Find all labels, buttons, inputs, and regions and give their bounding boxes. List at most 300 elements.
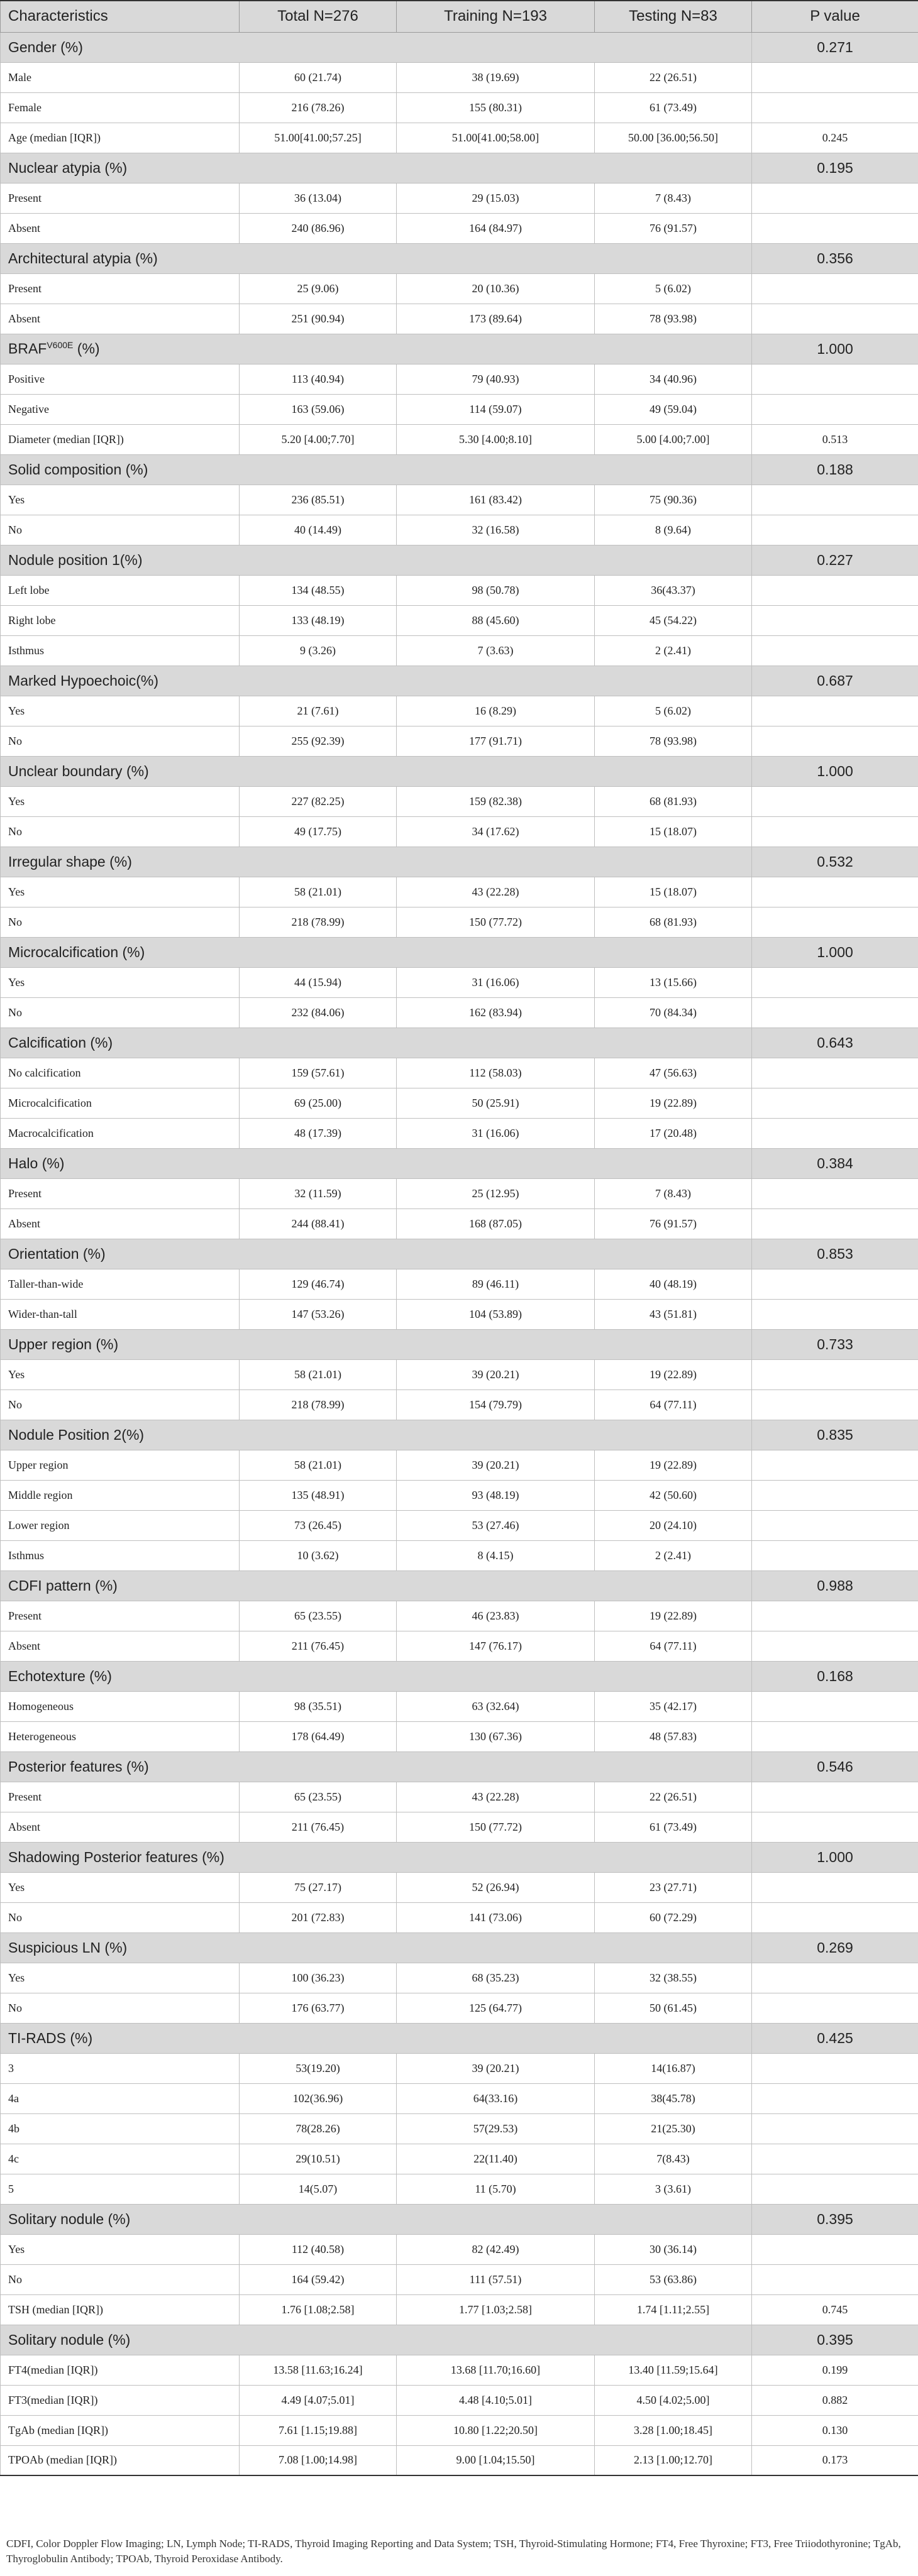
- section-label: Unclear boundary (%): [1, 756, 752, 786]
- table-row: [1, 696, 918, 726]
- training-cell: 147 (76.17): [397, 1631, 595, 1661]
- testing-cell: 61 (73.49): [595, 1812, 752, 1842]
- p-value-cell: 0.199: [752, 2355, 918, 2385]
- testing-cell: 3.28 [1.00;18.45]: [595, 2415, 752, 2445]
- training-cell: 51.00[41.00;58.00]: [397, 123, 595, 153]
- section-label: Nuclear atypia (%): [1, 153, 752, 183]
- row-label: No: [1, 1902, 240, 1932]
- section-p-value: 0.271: [752, 32, 918, 62]
- testing-cell: 4.50 [4.02;5.00]: [595, 2385, 752, 2415]
- row-label: No: [1, 1993, 240, 2023]
- p-value-cell: [752, 2174, 918, 2204]
- training-cell: 38 (19.69): [397, 62, 595, 92]
- table-row: [1, 2083, 918, 2113]
- total-cell: 58 (21.01): [240, 1359, 397, 1389]
- total-cell: 7.61 [1.15;19.88]: [240, 2415, 397, 2445]
- training-cell: 63 (32.64): [397, 1691, 595, 1721]
- p-value-cell: 0.745: [752, 2294, 918, 2325]
- testing-cell: 7(8.43): [595, 2144, 752, 2174]
- total-cell: 98 (35.51): [240, 1691, 397, 1721]
- testing-cell: 19 (22.89): [595, 1450, 752, 1480]
- total-cell: 216 (78.26): [240, 92, 397, 123]
- row-label: Yes: [1, 877, 240, 907]
- p-value-cell: [752, 1118, 918, 1148]
- table-row: [1, 1510, 918, 1540]
- training-cell: 154 (79.79): [397, 1389, 595, 1420]
- total-cell: 113 (40.94): [240, 364, 397, 394]
- table-row: [1, 2264, 918, 2294]
- training-cell: 43 (22.28): [397, 877, 595, 907]
- testing-cell: 64 (77.11): [595, 1631, 752, 1661]
- section-row: [1, 1661, 918, 1691]
- p-value-cell: [752, 485, 918, 515]
- testing-cell: 34 (40.96): [595, 364, 752, 394]
- total-cell: 176 (63.77): [240, 1993, 397, 2023]
- training-cell: 25 (12.95): [397, 1178, 595, 1209]
- section-p-value: 0.835: [752, 1420, 918, 1450]
- training-cell: 68 (35.23): [397, 1963, 595, 1993]
- section-row: [1, 2325, 918, 2355]
- table-body: [1, 32, 918, 2475]
- row-label: Homogeneous: [1, 1691, 240, 1721]
- section-row: [1, 1420, 918, 1450]
- table-row: [1, 635, 918, 666]
- training-cell: 11 (5.70): [397, 2174, 595, 2204]
- testing-cell: 8 (9.64): [595, 515, 752, 545]
- section-p-value: 0.425: [752, 2023, 918, 2053]
- training-cell: 173 (89.64): [397, 304, 595, 334]
- section-label: Halo (%): [1, 1148, 752, 1178]
- testing-cell: 2.13 [1.00;12.70]: [595, 2445, 752, 2475]
- row-label: Yes: [1, 696, 240, 726]
- section-p-value: 0.546: [752, 1751, 918, 1782]
- table-row: [1, 304, 918, 334]
- p-value-cell: [752, 2053, 918, 2083]
- training-cell: 155 (80.31): [397, 92, 595, 123]
- training-cell: 39 (20.21): [397, 1450, 595, 1480]
- row-label: Yes: [1, 1872, 240, 1902]
- total-cell: 211 (76.45): [240, 1631, 397, 1661]
- testing-cell: 5 (6.02): [595, 696, 752, 726]
- p-value-cell: [752, 907, 918, 937]
- testing-cell: 50 (61.45): [595, 1993, 752, 2023]
- row-label: Yes: [1, 1359, 240, 1389]
- testing-cell: 75 (90.36): [595, 485, 752, 515]
- training-cell: 57(29.53): [397, 2113, 595, 2144]
- section-row: [1, 2023, 918, 2053]
- table-row: [1, 1359, 918, 1389]
- row-label: No: [1, 907, 240, 937]
- section-row: [1, 847, 918, 877]
- total-cell: 14(5.07): [240, 2174, 397, 2204]
- section-p-value: 0.643: [752, 1028, 918, 1058]
- table-row: [1, 1088, 918, 1118]
- row-label: FT3(median [IQR]): [1, 2385, 240, 2415]
- row-label: Macrocalcification: [1, 1118, 240, 1148]
- table-row: [1, 575, 918, 605]
- training-cell: 93 (48.19): [397, 1480, 595, 1510]
- total-cell: 211 (76.45): [240, 1812, 397, 1842]
- row-label: Absent: [1, 1631, 240, 1661]
- total-cell: 164 (59.42): [240, 2264, 397, 2294]
- training-cell: 4.48 [4.10;5.01]: [397, 2385, 595, 2415]
- testing-cell: 38(45.78): [595, 2083, 752, 2113]
- header-row: [1, 1, 918, 32]
- p-value-cell: [752, 1480, 918, 1510]
- total-cell: 244 (88.41): [240, 1209, 397, 1239]
- training-cell: 10.80 [1.22;20.50]: [397, 2415, 595, 2445]
- total-cell: 32 (11.59): [240, 1178, 397, 1209]
- testing-cell: 19 (22.89): [595, 1088, 752, 1118]
- table-row: [1, 1269, 918, 1299]
- p-value-cell: [752, 1359, 918, 1389]
- section-row: [1, 334, 918, 364]
- header-characteristics: Characteristics: [1, 1, 240, 32]
- table-row: [1, 907, 918, 937]
- row-label: Isthmus: [1, 1540, 240, 1570]
- p-value-cell: [752, 62, 918, 92]
- section-label: Architectural atypia (%): [1, 243, 752, 273]
- testing-cell: 3 (3.61): [595, 2174, 752, 2204]
- total-cell: 178 (64.49): [240, 1721, 397, 1751]
- section-label: CDFI pattern (%): [1, 1570, 752, 1601]
- total-cell: 65 (23.55): [240, 1782, 397, 1812]
- table-row: [1, 2144, 918, 2174]
- total-cell: 69 (25.00): [240, 1088, 397, 1118]
- p-value-cell: [752, 726, 918, 756]
- row-label: Heterogeneous: [1, 1721, 240, 1751]
- p-value-cell: [752, 1450, 918, 1480]
- table-row: [1, 2355, 918, 2385]
- training-cell: 130 (67.36): [397, 1721, 595, 1751]
- testing-cell: 76 (91.57): [595, 213, 752, 243]
- row-label: Yes: [1, 485, 240, 515]
- testing-cell: 32 (38.55): [595, 1963, 752, 1993]
- training-cell: 64(33.16): [397, 2083, 595, 2113]
- testing-cell: 61 (73.49): [595, 92, 752, 123]
- table-row: [1, 1389, 918, 1420]
- section-p-value: 0.168: [752, 1661, 918, 1691]
- p-value-cell: 0.130: [752, 2415, 918, 2445]
- p-value-cell: 0.882: [752, 2385, 918, 2415]
- total-cell: 13.58 [11.63;16.24]: [240, 2355, 397, 2385]
- training-cell: 22(11.40): [397, 2144, 595, 2174]
- section-label: Nodule Position 2(%): [1, 1420, 752, 1450]
- total-cell: 227 (82.25): [240, 786, 397, 816]
- section-p-value: 0.733: [752, 1329, 918, 1359]
- row-label: 4b: [1, 2113, 240, 2144]
- p-value-cell: [752, 1812, 918, 1842]
- section-label: Calcification (%): [1, 1028, 752, 1058]
- p-value-cell: [752, 1058, 918, 1088]
- testing-cell: 70 (84.34): [595, 997, 752, 1028]
- p-value-cell: [752, 2113, 918, 2144]
- training-cell: 161 (83.42): [397, 485, 595, 515]
- table-row: [1, 877, 918, 907]
- testing-cell: 53 (63.86): [595, 2264, 752, 2294]
- training-cell: 82 (42.49): [397, 2234, 595, 2264]
- section-p-value: 0.384: [752, 1148, 918, 1178]
- total-cell: 49 (17.75): [240, 816, 397, 847]
- row-label: No: [1, 726, 240, 756]
- p-value-cell: [752, 2264, 918, 2294]
- row-label: Lower region: [1, 1510, 240, 1540]
- section-row: [1, 153, 918, 183]
- testing-cell: 23 (27.71): [595, 1872, 752, 1902]
- section-row: [1, 32, 918, 62]
- section-p-value: 0.269: [752, 1932, 918, 1963]
- section-row: [1, 1570, 918, 1601]
- testing-cell: 36(43.37): [595, 575, 752, 605]
- table-row: [1, 2415, 918, 2445]
- testing-cell: 7 (8.43): [595, 1178, 752, 1209]
- section-p-value: 0.395: [752, 2204, 918, 2234]
- training-cell: 50 (25.91): [397, 1088, 595, 1118]
- total-cell: 53(19.20): [240, 2053, 397, 2083]
- row-label: No: [1, 1389, 240, 1420]
- section-label: Solitary nodule (%): [1, 2325, 752, 2355]
- row-label: Wider-than-tall: [1, 1299, 240, 1329]
- training-cell: 16 (8.29): [397, 696, 595, 726]
- p-value-cell: 0.513: [752, 424, 918, 454]
- training-cell: 32 (16.58): [397, 515, 595, 545]
- row-label: TgAb (median [IQR]): [1, 2415, 240, 2445]
- row-label: Present: [1, 1601, 240, 1631]
- row-label: FT4(median [IQR]): [1, 2355, 240, 2385]
- table-row: [1, 1721, 918, 1751]
- table-row: [1, 515, 918, 545]
- row-label: Middle region: [1, 1480, 240, 1510]
- row-label: Absent: [1, 213, 240, 243]
- testing-cell: 19 (22.89): [595, 1601, 752, 1631]
- total-cell: 75 (27.17): [240, 1872, 397, 1902]
- training-cell: 53 (27.46): [397, 1510, 595, 1540]
- p-value-cell: [752, 2144, 918, 2174]
- table-row: [1, 1540, 918, 1570]
- testing-cell: 22 (26.51): [595, 62, 752, 92]
- total-cell: 100 (36.23): [240, 1963, 397, 1993]
- header-pvalue: P value: [752, 1, 918, 32]
- testing-cell: 13.40 [11.59;15.64]: [595, 2355, 752, 2385]
- p-value-cell: [752, 997, 918, 1028]
- header-training: Training N=193: [397, 1, 595, 32]
- header-total: Total N=276: [240, 1, 397, 32]
- section-label: TI-RADS (%): [1, 2023, 752, 2053]
- training-cell: 43 (22.28): [397, 1782, 595, 1812]
- table-row: [1, 1058, 918, 1088]
- training-cell: 7 (3.63): [397, 635, 595, 666]
- total-cell: 102(36.96): [240, 2083, 397, 2113]
- section-label: Posterior features (%): [1, 1751, 752, 1782]
- row-label: No: [1, 2264, 240, 2294]
- table-row: [1, 2385, 918, 2415]
- total-cell: 48 (17.39): [240, 1118, 397, 1148]
- header-testing: Testing N=83: [595, 1, 752, 32]
- training-cell: 46 (23.83): [397, 1601, 595, 1631]
- table-row: [1, 62, 918, 92]
- total-cell: 60 (21.74): [240, 62, 397, 92]
- table-row: [1, 1178, 918, 1209]
- p-value-cell: [752, 1691, 918, 1721]
- table-footnote: CDFI, Color Doppler Flow Imaging; LN, Lymph Node; TI-RADS, Thyroid Imaging Reporting and Data System; TSH, Thyroid-Stimulating Hormone; FT4, Free Thyroxine; FT3, Free Triiodothyronine; TgAb, Thyroglobulin Antibody; TPOAb, Thyroid Peroxidase Antibody.: [6, 2538, 901, 2565]
- training-cell: 177 (91.71): [397, 726, 595, 756]
- p-value-cell: [752, 2234, 918, 2264]
- p-value-cell: [752, 575, 918, 605]
- row-label: Present: [1, 273, 240, 304]
- p-value-cell: [752, 1902, 918, 1932]
- section-label: Shadowing Posterior features (%): [1, 1842, 752, 1872]
- section-row: [1, 1842, 918, 1872]
- total-cell: 112 (40.58): [240, 2234, 397, 2264]
- training-cell: 29 (15.03): [397, 183, 595, 213]
- section-label: Suspicious LN (%): [1, 1932, 752, 1963]
- testing-cell: 60 (72.29): [595, 1902, 752, 1932]
- training-cell: 52 (26.94): [397, 1872, 595, 1902]
- row-label: Right lobe: [1, 605, 240, 635]
- table-row: [1, 2234, 918, 2264]
- section-label: Irregular shape (%): [1, 847, 752, 877]
- testing-cell: 7 (8.43): [595, 183, 752, 213]
- section-p-value: 0.356: [752, 243, 918, 273]
- testing-cell: 48 (57.83): [595, 1721, 752, 1751]
- training-cell: 150 (77.72): [397, 1812, 595, 1842]
- testing-cell: 21(25.30): [595, 2113, 752, 2144]
- testing-cell: 76 (91.57): [595, 1209, 752, 1239]
- p-value-cell: [752, 183, 918, 213]
- row-label: Female: [1, 92, 240, 123]
- p-value-cell: [752, 635, 918, 666]
- testing-cell: 2 (2.41): [595, 635, 752, 666]
- section-p-value: 1.000: [752, 937, 918, 967]
- row-label: Present: [1, 1782, 240, 1812]
- p-value-cell: [752, 1389, 918, 1420]
- table-row: [1, 1812, 918, 1842]
- testing-cell: 20 (24.10): [595, 1510, 752, 1540]
- p-value-cell: [752, 1631, 918, 1661]
- table-row: [1, 1963, 918, 1993]
- total-cell: 218 (78.99): [240, 907, 397, 937]
- total-cell: 255 (92.39): [240, 726, 397, 756]
- testing-cell: 13 (15.66): [595, 967, 752, 997]
- section-p-value: 0.227: [752, 545, 918, 575]
- table-row: [1, 997, 918, 1028]
- section-row: [1, 1239, 918, 1269]
- section-row: [1, 1932, 918, 1963]
- row-label: Present: [1, 1178, 240, 1209]
- total-cell: 58 (21.01): [240, 877, 397, 907]
- section-p-value: 0.188: [752, 454, 918, 485]
- total-cell: 65 (23.55): [240, 1601, 397, 1631]
- section-row: [1, 756, 918, 786]
- section-label: Microcalcification (%): [1, 937, 752, 967]
- section-p-value: 1.000: [752, 1842, 918, 1872]
- row-label: Yes: [1, 1963, 240, 1993]
- testing-cell: 64 (77.11): [595, 1389, 752, 1420]
- total-cell: 29(10.51): [240, 2144, 397, 2174]
- p-value-cell: [752, 92, 918, 123]
- training-cell: 150 (77.72): [397, 907, 595, 937]
- testing-cell: 47 (56.63): [595, 1058, 752, 1088]
- table-row: [1, 1691, 918, 1721]
- p-value-cell: [752, 816, 918, 847]
- p-value-cell: [752, 1269, 918, 1299]
- total-cell: 10 (3.62): [240, 1540, 397, 1570]
- table-row: [1, 2445, 918, 2475]
- section-p-value: 1.000: [752, 756, 918, 786]
- section-row: [1, 1329, 918, 1359]
- total-cell: 236 (85.51): [240, 485, 397, 515]
- p-value-cell: [752, 364, 918, 394]
- row-label: Microcalcification: [1, 1088, 240, 1118]
- training-cell: 114 (59.07): [397, 394, 595, 424]
- training-cell: 112 (58.03): [397, 1058, 595, 1088]
- total-cell: 134 (48.55): [240, 575, 397, 605]
- table-row: [1, 364, 918, 394]
- table-row: [1, 123, 918, 153]
- total-cell: 232 (84.06): [240, 997, 397, 1028]
- total-cell: 135 (48.91): [240, 1480, 397, 1510]
- p-value-cell: [752, 1088, 918, 1118]
- testing-cell: 17 (20.48): [595, 1118, 752, 1148]
- table-row: [1, 1299, 918, 1329]
- p-value-cell: [752, 1601, 918, 1631]
- testing-cell: 5 (6.02): [595, 273, 752, 304]
- total-cell: 36 (13.04): [240, 183, 397, 213]
- section-label: Solitary nodule (%): [1, 2204, 752, 2234]
- total-cell: 25 (9.06): [240, 273, 397, 304]
- table-row: [1, 2174, 918, 2204]
- total-cell: 201 (72.83): [240, 1902, 397, 1932]
- row-label: Age (median [IQR]): [1, 123, 240, 153]
- p-value-cell: [752, 605, 918, 635]
- total-cell: 129 (46.74): [240, 1269, 397, 1299]
- table-row: [1, 1601, 918, 1631]
- section-p-value: 0.532: [752, 847, 918, 877]
- total-cell: 251 (90.94): [240, 304, 397, 334]
- p-value-cell: [752, 1963, 918, 1993]
- row-label: 5: [1, 2174, 240, 2204]
- total-cell: 4.49 [4.07;5.01]: [240, 2385, 397, 2415]
- total-cell: 9 (3.26): [240, 635, 397, 666]
- table-row: [1, 485, 918, 515]
- section-p-value: 0.687: [752, 666, 918, 696]
- table-row: [1, 1872, 918, 1902]
- testing-cell: 49 (59.04): [595, 394, 752, 424]
- total-cell: 73 (26.45): [240, 1510, 397, 1540]
- row-label: No: [1, 997, 240, 1028]
- section-label: Solid composition (%): [1, 454, 752, 485]
- p-value-cell: [752, 213, 918, 243]
- row-label: Male: [1, 62, 240, 92]
- training-cell: 5.30 [4.00;8.10]: [397, 424, 595, 454]
- table-row: [1, 605, 918, 635]
- training-cell: 34 (17.62): [397, 816, 595, 847]
- testing-cell: 68 (81.93): [595, 907, 752, 937]
- section-label: Orientation (%): [1, 1239, 752, 1269]
- testing-cell: 1.74 [1.11;2.55]: [595, 2294, 752, 2325]
- testing-cell: 40 (48.19): [595, 1269, 752, 1299]
- training-cell: 31 (16.06): [397, 1118, 595, 1148]
- testing-cell: 78 (93.98): [595, 304, 752, 334]
- p-value-cell: [752, 273, 918, 304]
- training-cell: 79 (40.93): [397, 364, 595, 394]
- table-row: [1, 1209, 918, 1239]
- training-cell: 20 (10.36): [397, 273, 595, 304]
- p-value-cell: [752, 1993, 918, 2023]
- testing-cell: 45 (54.22): [595, 605, 752, 635]
- row-label: Yes: [1, 967, 240, 997]
- total-cell: 147 (53.26): [240, 1299, 397, 1329]
